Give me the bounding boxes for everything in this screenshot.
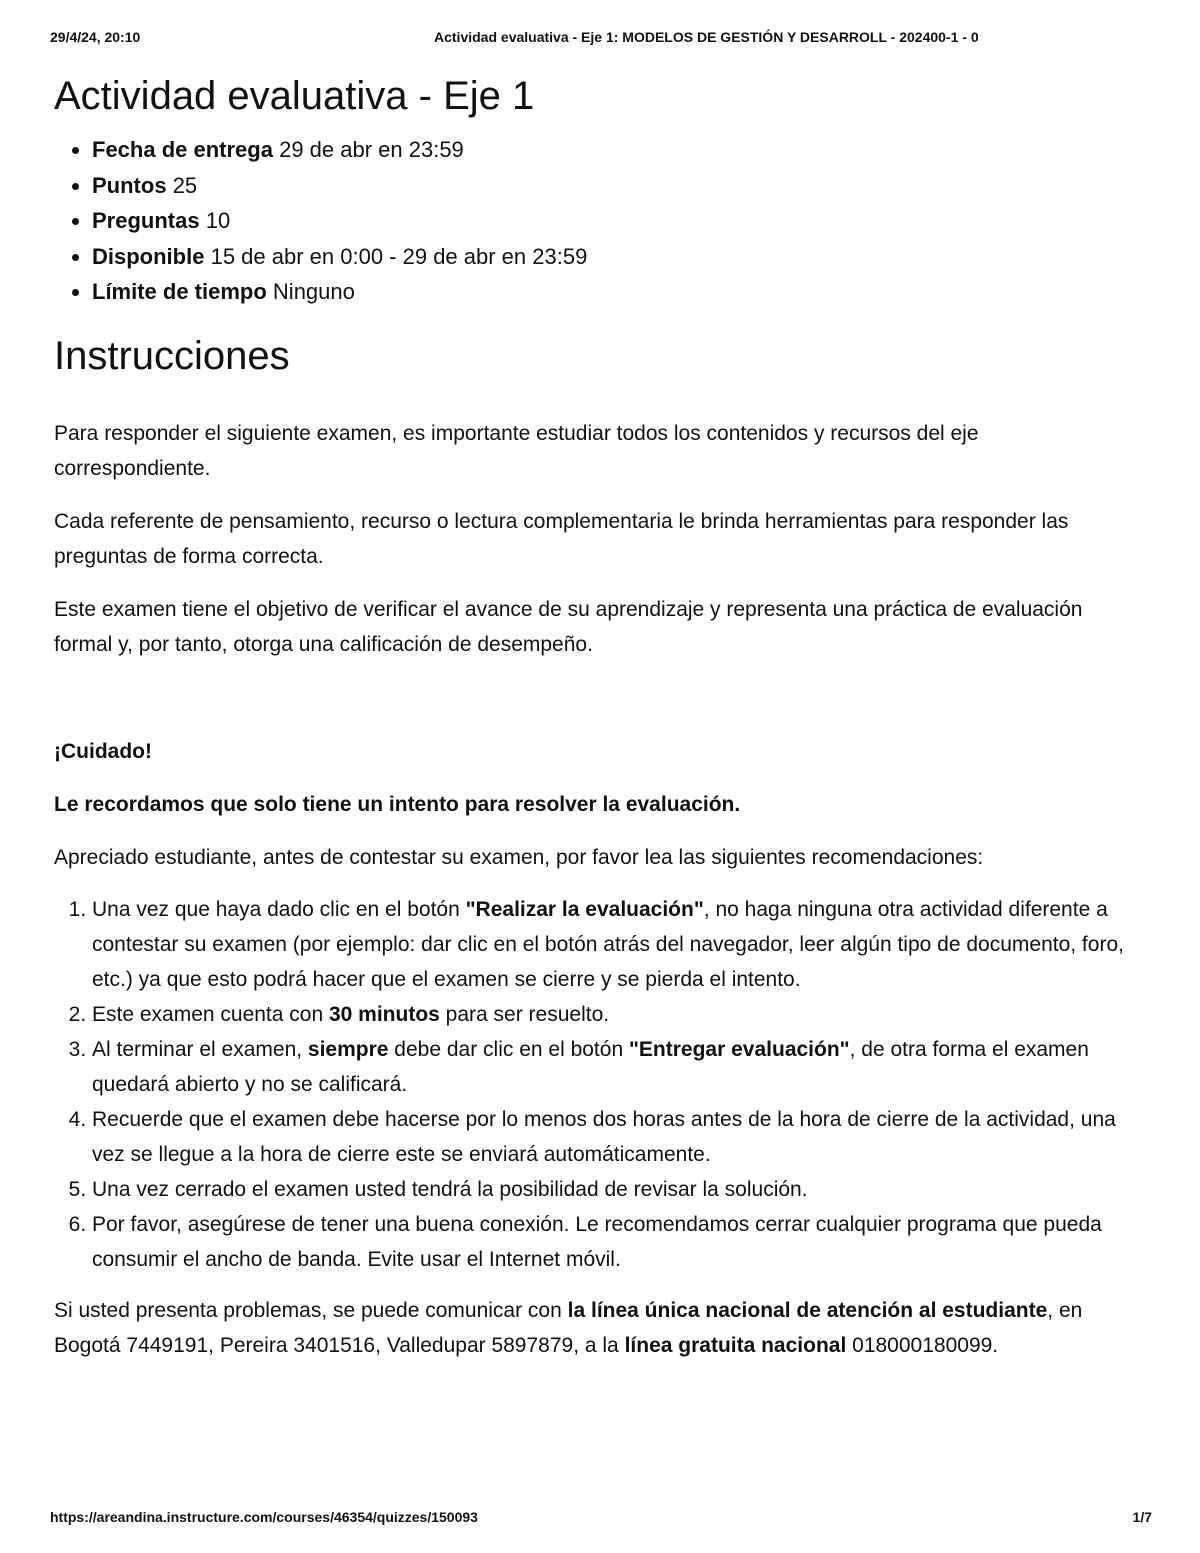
detail-due-date [92,132,1124,168]
instructions-paragraph: Este examen tiene el objetivo de verificar el avance de su aprendizaje y representa una práctica de evaluación formal y, por tanto, otorga una calificación de desempeño. [54,597,1083,656]
time-allowance: 30 minutos [328,1002,440,1026]
recommendation-item: 5. Una vez cerrado el examen usted tendrá la posibilidad de revisar la solución. [92,1172,1124,1207]
toll-free-line-name: línea gratuita nacional [624,1333,847,1357]
recommendation-text: , no haga ninguna otra actividad diferente a contestar su examen (por ejemplo: dar clic en el botón atrás del navegador, leer algún tipo de documento, foro, etc.) ya que esto podrá hacer que el examen se cierre y se pierda el intento. [92,897,1124,991]
detail-value: Ninguno [272,279,355,304]
recommendation-text: Este examen cuenta con [92,1002,329,1026]
detail-label: Fecha de entrega [92,137,273,162]
print-page-title: Actividad evaluativa - Eje 1: MODELOS DE GESTIÓN Y DESARROLL - 202400-1 - 0 [434,29,979,45]
page-number: 1/7 [1132,1509,1152,1525]
recommendation-item [92,997,1124,1032]
quiz-details-list [54,132,1124,310]
detail-value: 10 [205,208,231,233]
detail-value: 29 de abr en 23:59 [279,137,464,162]
print-footer [50,1509,1152,1529]
recommendation-text: Al terminar el examen, [92,1037,308,1061]
recommendation-item [92,1032,1124,1102]
support-line-name: la línea única nacional de atención al estudiante [567,1298,1048,1322]
detail-label: Preguntas [92,208,200,233]
submit-button-reference: "Entregar evaluación" [628,1037,850,1061]
recommendation-item: 6. Por favor, asegúrese de tener una buena conexión. Le recomendamos cerrar cualquier programa que pueda consumir el ancho de banda. Evite usar el Internet móvil. [92,1207,1124,1277]
detail-points [92,168,1124,204]
attempt-reminder: Le recordamos que solo tiene un intento para resolver la evaluación. [54,792,741,816]
instructions-paragraph: Para responder el siguiente examen, es importante estudiar todos los contenidos y recursos del eje correspondiente. [54,421,979,480]
recommendation-text: , de otra forma el examen quedará abierto y no se calificará. [92,1037,1089,1096]
emphasis-text: siempre [307,1037,389,1061]
instructions-heading: Instrucciones [54,333,290,378]
print-datetime: 29/4/24, 20:10 [50,29,141,45]
recommendation-item [92,892,1124,997]
contact-text: 018000180099. [846,1333,999,1357]
recommendation-text: Una vez que haya dado clic en el botón [92,897,466,921]
print-url: https://areandina.instructure.com/courses/46354/quizzes/150093 [50,1509,478,1525]
detail-label: Disponible [92,243,205,269]
detail-label: Límite de tiempo [92,279,267,304]
contact-text: Si usted presenta problemas, se puede comunicar con [54,1298,568,1322]
instructions-paragraph: Cada referente de pensamiento, recurso o lectura complementaria le brinda herramientas para responder las preguntas de forma correcta. [54,509,1069,568]
print-header [50,29,1152,49]
recommendation-item: 4. Recuerde que el examen debe hacerse por lo menos dos horas antes de la hora de cierre de la actividad, una vez se llegue a la hora de cierre este se enviará automáticamente. [92,1102,1124,1172]
contact-paragraph [54,1293,1124,1363]
recommendation-text: debe dar clic en el botón [388,1037,629,1061]
quiz-content [54,70,1124,1363]
quiz-title: Actividad evaluativa - Eje 1 [54,74,535,118]
detail-label: Puntos [92,172,167,198]
detail-questions [92,203,1124,239]
recommendations-list [54,892,1124,1277]
detail-value: 15 de abr en 0:00 - 29 de abr en 23:59 [210,243,588,269]
advice-intro: Apreciado estudiante, antes de contestar su examen, por favor lea las siguientes recomendaciones: [54,845,984,869]
detail-time-limit [92,274,1124,310]
caution-heading: ¡Cuidado! [54,739,152,763]
contact-text: , en Bogotá 7449191, Pereira 3401516, Valledupar 5897879, a la [54,1298,1083,1357]
recommendation-text: para ser resuelto. [439,1002,610,1026]
detail-available [92,239,1124,275]
detail-value: 25 [172,172,198,198]
start-button-reference: "Realizar la evaluación" [465,897,704,921]
